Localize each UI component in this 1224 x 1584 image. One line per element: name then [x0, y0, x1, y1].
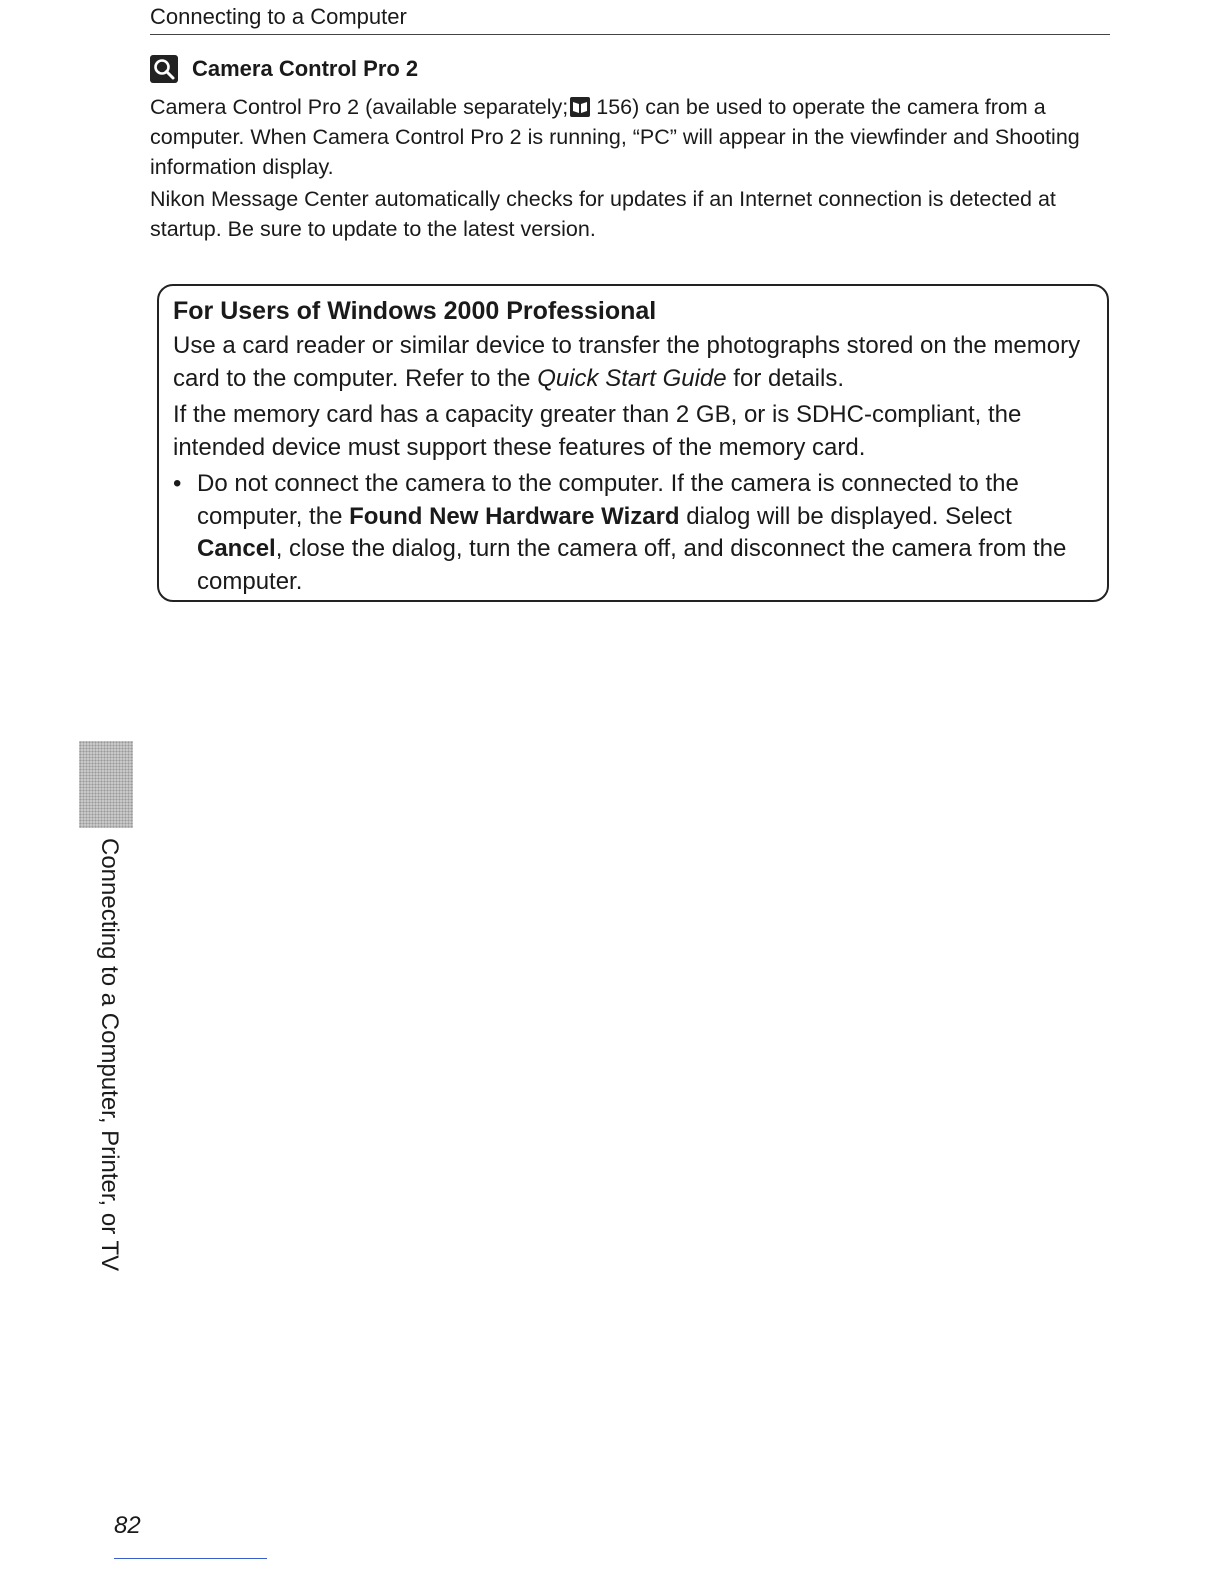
- section-heading: [150, 52, 1100, 86]
- cancel-label: Cancel: [197, 535, 276, 562]
- para1-text-before: Camera Control Pro 2 (available separately;: [150, 95, 569, 119]
- running-header-title: Connecting to a Computer: [150, 4, 407, 29]
- pc-connection-icon: [150, 55, 178, 83]
- note-p1-after: for details.: [733, 364, 845, 392]
- chapter-tab-marker: [79, 741, 133, 828]
- camera-control-section: [150, 52, 1100, 244]
- running-header: [150, 4, 1110, 35]
- note-paragraph-2: If the memory card has a capacity greater than 2 GB, or is SDHC-compliant, the intended device must support these features of the memory card.: [173, 401, 1022, 461]
- book-page-reference-icon: [570, 97, 590, 117]
- found-new-hardware-wizard-label: Found New Hardware Wizard: [349, 502, 680, 530]
- bullet-mark: •: [173, 470, 182, 497]
- section-paragraph-2: Nikon Message Center automatically checks for updates if an Internet connection is detected at startup. Be sure to update to the latest version.: [150, 187, 1056, 241]
- note-bullet-list: [173, 468, 1093, 598]
- note-p1-before: Use a card reader or similar device to transfer the photographs stored on the memory card to the computer. Refer to the: [173, 332, 1081, 392]
- bullet-text-3: , close the dialog, turn the camera off, and disconnect the camera from the computer.: [197, 535, 1067, 595]
- section-title: Camera Control Pro 2: [192, 56, 419, 81]
- footer-divider: [114, 1558, 267, 1559]
- bullet-text-2: dialog will be displayed. Select: [686, 502, 1012, 530]
- note-title: For Users of Windows 2000 Professional: [173, 297, 657, 325]
- page-number: 82: [114, 1512, 141, 1539]
- note-bullet-item: [173, 468, 1093, 598]
- chapter-side-label: Connecting to a Computer, Printer, or TV: [96, 838, 123, 1272]
- section-paragraph-1: [150, 92, 1100, 182]
- para1-text-after: 156) can be used to operate the camera from a computer. When Camera Control Pro 2 is running, “PC” will appear in the viewfinder and Shooting information display.: [150, 95, 1080, 179]
- windows-2000-note-box: [157, 284, 1109, 602]
- note-paragraph-1: [173, 330, 1093, 395]
- quick-start-guide-title: Quick Start Guide: [537, 364, 727, 392]
- bullet-text-1: Do not connect the camera to the computer. If the camera is connected to the computer, the: [197, 470, 1019, 530]
